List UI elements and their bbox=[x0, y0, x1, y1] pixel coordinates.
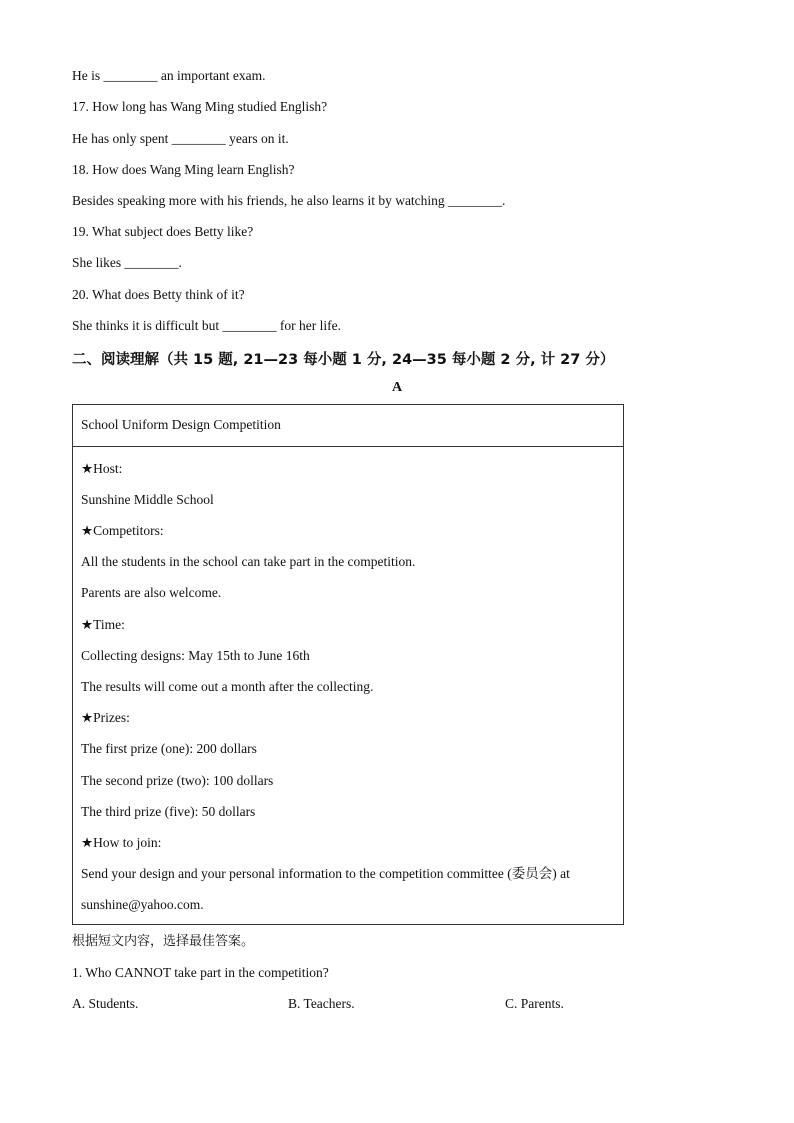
section-heading: 二、阅读理解（共 15 题, 21—23 每小题 1 分, 24—35 每小题 2 分, 计 27 分） bbox=[72, 352, 615, 368]
notice-competitors-heading: ★Competitors: bbox=[81, 523, 164, 538]
answer-line-19: She likes ________. bbox=[72, 255, 182, 270]
question-17: 17. How long has Wang Ming studied English? bbox=[72, 99, 328, 114]
notice-competitors-line-1: All the students in the school can take part in the competition. bbox=[81, 554, 416, 569]
notice-join-heading: ★How to join: bbox=[81, 835, 162, 850]
notice-title: School Uniform Design Competition bbox=[81, 417, 281, 432]
notice-join-email: sunshine@yahoo.com. bbox=[81, 897, 204, 912]
notice-competitors-line-2: Parents are also welcome. bbox=[81, 585, 222, 600]
option-a[interactable]: A. Students. bbox=[72, 996, 139, 1011]
competition-notice bbox=[72, 404, 624, 925]
answer-line-17: He has only spent ________ years on it. bbox=[72, 131, 289, 146]
notice-prizes-heading: ★Prizes: bbox=[81, 710, 130, 725]
answer-line-20: She thinks it is difficult but ________ for her life. bbox=[72, 318, 341, 333]
question-20: 20. What does Betty think of it? bbox=[72, 287, 245, 302]
notice-host-heading: ★Host: bbox=[81, 461, 123, 476]
instruction: 根据短文内容，选择最佳答案。 bbox=[72, 934, 255, 949]
option-c[interactable]: C. Parents. bbox=[505, 996, 564, 1011]
passage-label: A bbox=[391, 380, 403, 395]
question-18: 18. How does Wang Ming learn English? bbox=[72, 162, 295, 177]
notice-time-line-1: Collecting designs: May 15th to June 16th bbox=[81, 648, 310, 663]
notice-title-row bbox=[73, 405, 623, 447]
option-b[interactable]: B. Teachers. bbox=[288, 996, 355, 1011]
notice-time-heading: ★Time: bbox=[81, 617, 125, 632]
notice-join-line-1: Send your design and your personal information to the competition committee (委员会) at bbox=[81, 866, 570, 881]
answer-line-16: He is ________ an important exam. bbox=[72, 68, 266, 83]
notice-prize-first: The first prize (one): 200 dollars bbox=[81, 741, 257, 756]
answer-line-18: Besides speaking more with his friends, he also learns it by watching ________. bbox=[72, 193, 506, 208]
notice-host-value: Sunshine Middle School bbox=[81, 492, 214, 507]
notice-prize-second: The second prize (two): 100 dollars bbox=[81, 773, 274, 788]
question-1: 1. Who CANNOT take part in the competition? bbox=[72, 965, 329, 980]
notice-time-line-2: The results will come out a month after the collecting. bbox=[81, 679, 374, 694]
question-19: 19. What subject does Betty like? bbox=[72, 224, 254, 239]
notice-prize-third: The third prize (five): 50 dollars bbox=[81, 804, 256, 819]
